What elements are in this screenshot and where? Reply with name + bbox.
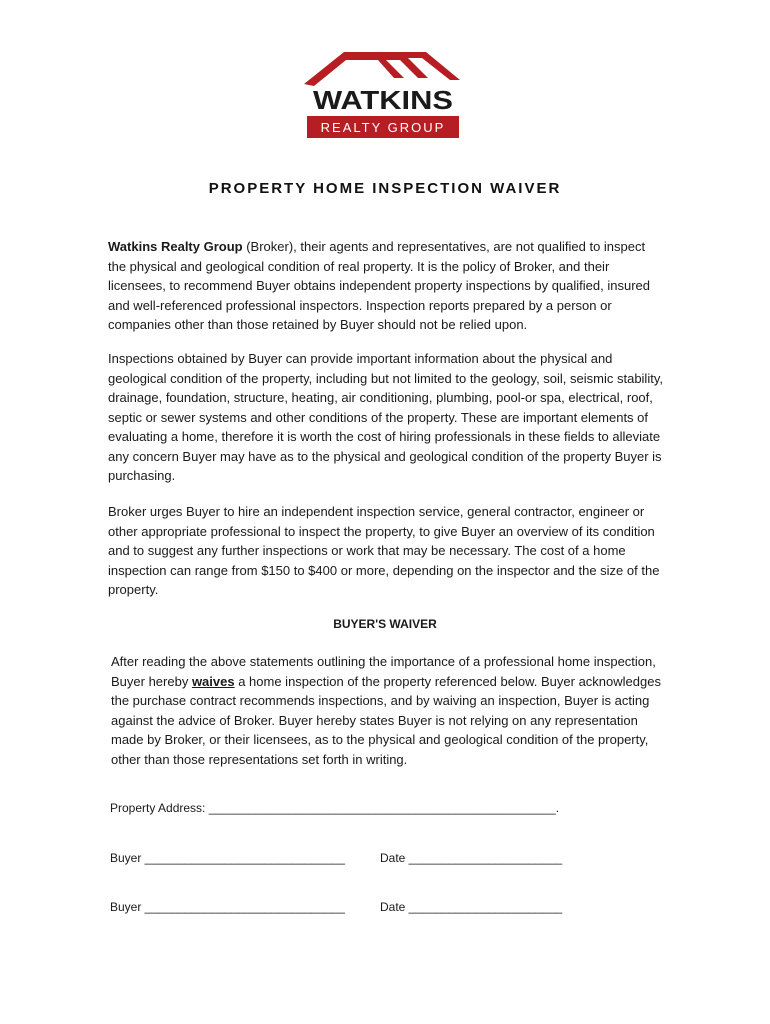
date-line-1[interactable]: Date _______________________: [380, 851, 563, 865]
paragraph-waiver-statement: [111, 652, 663, 769]
logo-sub-text: REALTY GROUP: [320, 120, 446, 135]
broker-name: Watkins Realty Group: [108, 239, 243, 254]
buyer-signature-line-2[interactable]: Buyer ______________________________: [110, 900, 345, 914]
house-roof-logo-graphic: [300, 48, 466, 140]
paragraph-inspections: Inspections obtained by Buyer can provide important information about the physical and geological condition of the property, including but not limited to the geology, soil, seismic stability, drainage, foundation, structure, heating, air conditioning, plumbing, pool-or spa, electrical, roof, septic or sewer systems and other conditions of the property. These are important elements of evaluating a home, therefore it is worth the cost of hiring professionals in these fields to alleviate any concern Buyer may have as to the physical and geological condition of the property Buyer is purchasing.: [108, 351, 663, 483]
buyer-signature-line-1[interactable]: Buyer ______________________________: [110, 851, 345, 865]
paragraph-recommendation: Broker urges Buyer to hire an independent inspection service, general contractor, engineer or other appropriate professional to inspect the property, to give Buyer an overview of its condition and to suggest any further inspections or work that may be necessary. The cost of a home inspection can range from $150 to $400 or more, depending on the inspector and the size of the property.: [108, 504, 660, 597]
date-line-2[interactable]: Date _______________________: [380, 900, 563, 914]
document-title: PROPERTY HOME INSPECTION WAIVER: [208, 180, 562, 197]
paragraph-1-text: (Broker), their agents and representatives, are not qualified to inspect the physical and geological condition of real property. It is the policy of Broker, and their licensees, to recommend Buyer obtains independent property inspections by qualified, insured and well-referenced professional inspectors. Inspection reports prepared by a person or companies other than those retained by Buyer should not be relied upon.: [108, 239, 650, 332]
watkins-logo: [300, 48, 466, 140]
waiver-text-before: After reading the above statements outlining the importance of a professional home inspection, Buyer hereby: [111, 654, 656, 689]
buyers-waiver-heading: BUYER'S WAIVER: [333, 617, 437, 631]
paragraph-broker-disclaimer: [108, 237, 663, 335]
waiver-text-after: a home inspection of the property referenced below. Buyer acknowledges the purchase contract recommends inspections, and by waiving an inspection, Buyer is acting against the advice of Broker. Buyer hereby states Buyer is not relying on any representation made by Broker, or their licensees, as to the physical and geological condition of the property, other than those representations set forth in writing.: [111, 673, 661, 767]
logo-name-text: WATKINS: [313, 85, 453, 115]
property-address-field[interactable]: Property Address: ____________________________________________________.: [110, 801, 560, 815]
waives-emphasis: waives: [191, 673, 235, 689]
